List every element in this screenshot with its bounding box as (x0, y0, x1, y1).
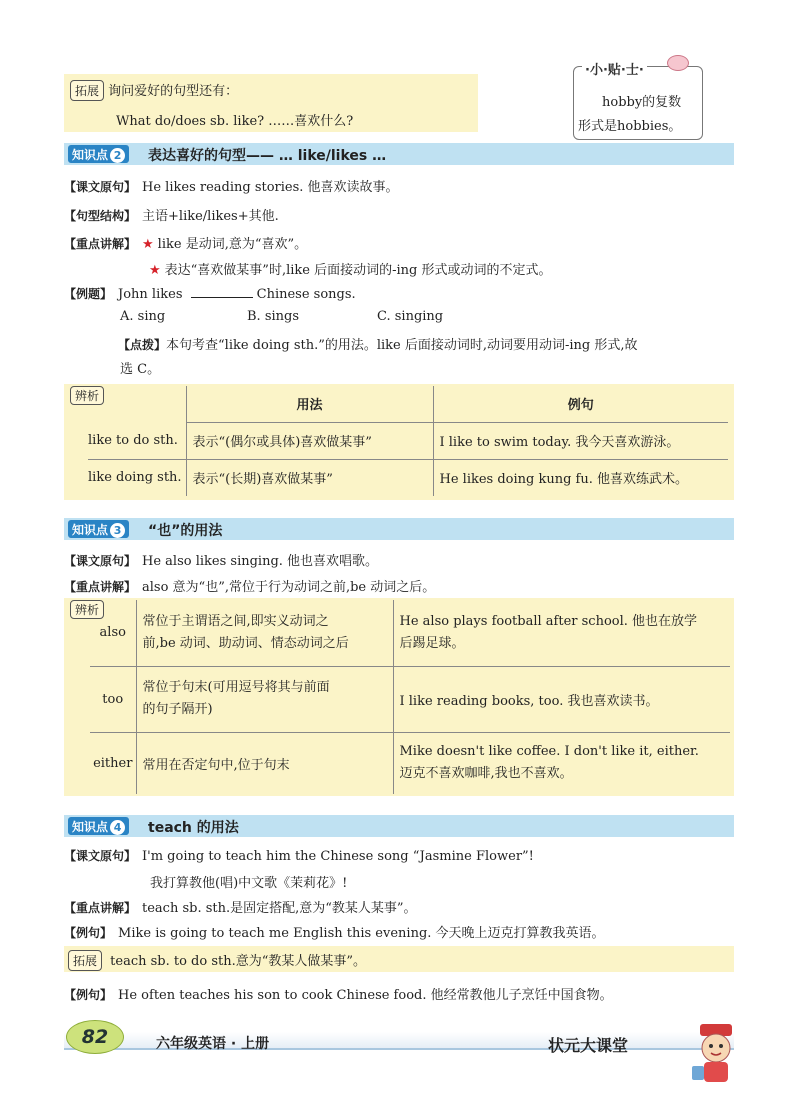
example-question-row: 【例题】 John likes Chinese songs. (64, 287, 356, 302)
text-sentence-row: 【课文原句】 He also likes singing. 他也喜欢唱歌。 (64, 554, 379, 569)
section-tag: 知识点 3 (68, 520, 129, 538)
analysis-panel-2 (64, 598, 734, 796)
key-point-row-2: ★ 表达“喜欢做某事”时,like 后面接动词的-ing 形式或动词的不定式。 (149, 263, 552, 278)
table-row: like doing sth. (88, 470, 182, 486)
example-row: 【例句】 Mike is going to teach me English this evening. 今天晚上迈克打算教我英语。 (64, 926, 605, 941)
brand-name: 状元大课堂 (548, 1036, 629, 1055)
header-example: 例句 (433, 386, 728, 422)
answer-blank (191, 297, 253, 298)
tip-line-2: 形式是hobbies。 (578, 119, 682, 134)
section-number: 4 (110, 820, 125, 835)
tip-line-1: hobby的复数 (602, 95, 682, 110)
section-number: 2 (110, 148, 125, 163)
pig-icon (667, 55, 689, 71)
option-b: B. sings (247, 309, 300, 324)
text-sentence-row: 【课文原句】 He likes reading stories. 他喜欢读故事。 (64, 180, 399, 195)
table-row: either (93, 755, 133, 771)
analysis-table-1: 用法 例句 like to do sth. 表示“(偶尔或具体)喜欢做某事” I like to swim today. 我今天喜欢游泳。 like doing sth. 表示“(长期)喜欢做某事” He likes doing kung fu. 他喜欢练武术。 (88, 386, 728, 496)
hint-row-2: 选 C。 (120, 362, 161, 377)
analysis-table-2: also 常位于主谓语之间,即实义动词之 前,be 动词、助动词、情态动词之后 He also plays football after school. 他也在放学 后踢足球。 too 常位于句末(可用逗号将其与前面 的句子隔开) I like reading books, too. 我也喜欢读书。 either 常用在否定句中,位于句末 Mike doesn't like coffee. I don't like it, either. 迈克不喜欢咖啡,我也不喜欢。 (90, 600, 730, 794)
key-point-row-1: 【重点讲解】 ★ like 是动词,意为“喜欢”。 (64, 237, 308, 252)
section-tag: 知识点 2 (68, 145, 129, 163)
key-point-row: 【重点讲解】 teach sb. sth.是固定搭配,意为“教某人某事”。 (64, 901, 417, 916)
section-number: 3 (110, 523, 125, 538)
page-number: 82 (66, 1020, 124, 1054)
extension-tag: 拓展 (70, 80, 104, 101)
section-header-4 (64, 815, 734, 837)
section-title: 表达喜好的句型—— … like/likes … (148, 148, 387, 164)
analysis-tag: 辨析 (70, 386, 104, 405)
star-icon: ★ (149, 263, 161, 278)
header-usage: 用法 (186, 386, 433, 422)
table-row: too (90, 666, 136, 732)
analysis-panel-1 (64, 384, 734, 500)
section-tag: 知识点 4 (68, 817, 129, 835)
table-row: like to do sth. (88, 422, 186, 459)
structure-row: 【句型结构】 主语+like/likes+其他. (64, 209, 279, 224)
section-title: teach 的用法 (148, 820, 239, 836)
section-header-2 (64, 143, 734, 165)
extension-line-2: What do/does sb. like? ……喜欢什么? (116, 114, 354, 129)
key-point-row: 【重点讲解】 also 意为“也”,常位于行为动词之前,be 动词之后。 (64, 580, 436, 595)
extension-box-top (64, 74, 478, 132)
mascot-icon (688, 1022, 744, 1088)
tip-box (573, 63, 703, 140)
book-title: 六年级英语 · 上册 (156, 1036, 270, 1052)
extension-tag: 拓展 (68, 950, 102, 971)
text-sentence-translation: 我打算教他(唱)中文歌《茉莉花》! (150, 876, 348, 891)
hint-row: 【点拨】本句考查“like doing sth.”的用法。like 后面接动词时,动词要用动词-ing 形式,故 (118, 338, 638, 353)
tip-title: ·小·贴·士· (582, 59, 647, 78)
option-a: A. sing (120, 309, 166, 324)
analysis-tag: 辨析 (70, 600, 104, 619)
extension-box-bottom (64, 946, 734, 972)
option-c: C. singing (377, 309, 444, 324)
extension-text: teach sb. to do sth.意为“教某人做某事”。 (110, 954, 367, 969)
section-title: “也”的用法 (148, 523, 223, 539)
table-row: also (90, 600, 136, 666)
section-header-3 (64, 518, 734, 540)
example-row-2: 【例句】 He often teaches his son to cook Chinese food. 他经常教他儿子烹饪中国食物。 (64, 988, 613, 1003)
star-icon: ★ (142, 237, 154, 252)
extension-line-1: 询问爱好的句型还有： (108, 84, 239, 99)
text-sentence-row: 【课文原句】 I'm going to teach him the Chinese song “Jasmine Flower”! (64, 849, 534, 864)
